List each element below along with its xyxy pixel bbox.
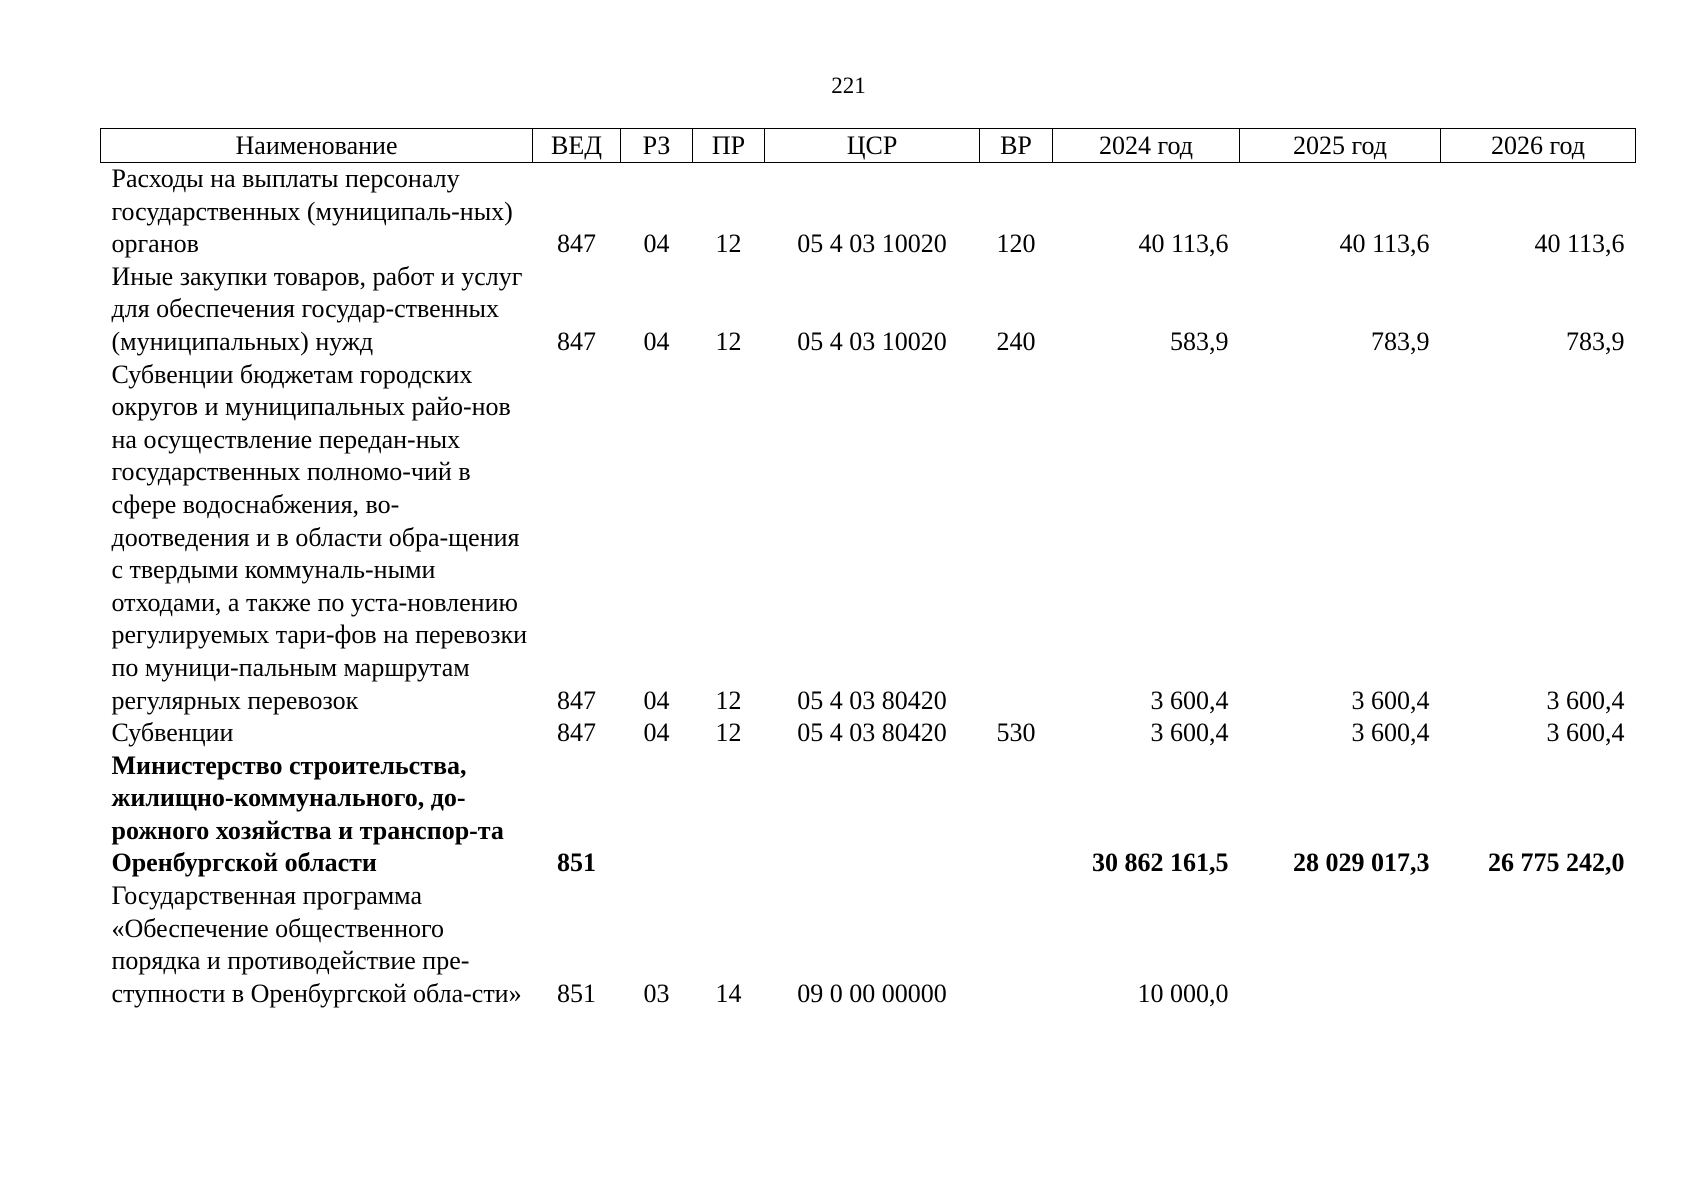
row-rz: 04 bbox=[643, 326, 670, 356]
row-2024: 583,9 bbox=[1170, 326, 1229, 356]
row-2025: 3 600,4 bbox=[1351, 718, 1430, 748]
row-2026 bbox=[1441, 880, 1636, 1010]
row-csr: 09 0 00 00000 bbox=[797, 978, 947, 1008]
row-2026: 26 775 242,0 bbox=[1488, 848, 1625, 878]
row-name: Расходы на выплаты персоналу государственных (муниципаль-ных) органов bbox=[111, 164, 513, 259]
table-row bbox=[101, 261, 1636, 359]
row-csr: 05 4 03 10020 bbox=[797, 326, 947, 356]
table-row bbox=[101, 359, 1636, 718]
row-csr: 05 4 03 10020 bbox=[797, 229, 947, 259]
row-vr bbox=[980, 359, 1053, 718]
row-2024: 30 862 161,5 bbox=[1092, 848, 1229, 878]
header-csr: ЦСР bbox=[765, 129, 980, 163]
row-pr: 12 bbox=[715, 326, 742, 356]
row-vr: 530 bbox=[996, 718, 1036, 748]
page-number: 221 bbox=[831, 73, 866, 98]
row-2024: 10 000,0 bbox=[1137, 978, 1229, 1008]
header-name: Наименование bbox=[101, 129, 533, 163]
row-name: Иные закупки товаров, работ и услуг для обеспечения государ-ственных (муниципальных) нужд bbox=[111, 261, 523, 356]
row-2025: 40 113,6 bbox=[1339, 229, 1430, 259]
row-pr: 14 bbox=[715, 978, 742, 1008]
row-rz: 04 bbox=[643, 229, 670, 259]
row-csr: 05 4 03 80420 bbox=[797, 718, 947, 748]
row-2025: 3 600,4 bbox=[1351, 685, 1430, 715]
row-rz: 04 bbox=[643, 685, 670, 715]
row-pr: 12 bbox=[715, 685, 742, 715]
row-ved: 847 bbox=[557, 685, 596, 715]
row-ved: 847 bbox=[557, 229, 596, 259]
row-rz: 03 bbox=[643, 978, 670, 1008]
row-2025 bbox=[1240, 880, 1441, 1010]
row-ved: 847 bbox=[557, 718, 596, 748]
header-vr: ВР bbox=[980, 129, 1053, 163]
row-vr bbox=[980, 880, 1053, 1010]
row-ved: 851 bbox=[557, 978, 596, 1008]
table-row bbox=[101, 717, 1636, 750]
header-2024: 2024 год bbox=[1053, 129, 1240, 163]
row-name: Министерство строительства, жилищно-коммунального, до-рожного хозяйства и транспор-та Оренбургской области bbox=[111, 750, 504, 878]
row-pr bbox=[693, 750, 765, 880]
row-ved: 851 bbox=[557, 848, 596, 878]
table-header-row bbox=[101, 129, 1636, 163]
row-csr bbox=[765, 750, 980, 880]
budget-table bbox=[100, 128, 1636, 1010]
row-2026: 3 600,4 bbox=[1546, 718, 1625, 748]
header-2026: 2026 год bbox=[1441, 129, 1636, 163]
row-csr: 05 4 03 80420 bbox=[797, 685, 947, 715]
row-rz bbox=[621, 750, 693, 880]
header-rz: РЗ bbox=[621, 129, 693, 163]
header-pr: ПР bbox=[693, 129, 765, 163]
row-2025: 783,9 bbox=[1371, 326, 1430, 356]
row-vr: 120 bbox=[996, 229, 1036, 259]
row-name: Субвенции бюджетам городских округов и муниципальных райо-нов на осуществление передан-ных государственных полномо-чий в сфере водоснабжения, во-доотведения и в области обра-щения с твердыми коммуналь-ными отходами, а также по уста-новлению регулируемых тари-фов на перевозки по муници-пальным маршрутам регулярных перевозок bbox=[111, 359, 528, 715]
row-2026: 40 113,6 bbox=[1534, 229, 1625, 259]
header-ved: ВЕД bbox=[533, 129, 621, 163]
table-row bbox=[101, 163, 1636, 261]
row-ved: 847 bbox=[557, 326, 596, 356]
row-rz: 04 bbox=[643, 718, 670, 748]
row-2024: 3 600,4 bbox=[1150, 685, 1229, 715]
row-name: Государственная программа «Обеспечение общественного порядка и противодействие пре-ступности в Оренбургской обла-сти» bbox=[111, 881, 522, 1008]
row-2024: 3 600,4 bbox=[1150, 718, 1229, 748]
row-vr: 240 bbox=[996, 326, 1036, 356]
row-vr bbox=[980, 750, 1053, 880]
row-2024: 40 113,6 bbox=[1138, 229, 1229, 259]
row-pr: 12 bbox=[715, 229, 742, 259]
table-row-ministry-total bbox=[101, 750, 1636, 880]
table-row bbox=[101, 880, 1636, 1010]
row-2026: 783,9 bbox=[1566, 326, 1625, 356]
row-2026: 3 600,4 bbox=[1546, 685, 1625, 715]
row-2025: 28 029 017,3 bbox=[1293, 848, 1430, 878]
header-2025: 2025 год bbox=[1240, 129, 1441, 163]
row-pr: 12 bbox=[715, 718, 742, 748]
row-name: Субвенции bbox=[111, 718, 234, 748]
